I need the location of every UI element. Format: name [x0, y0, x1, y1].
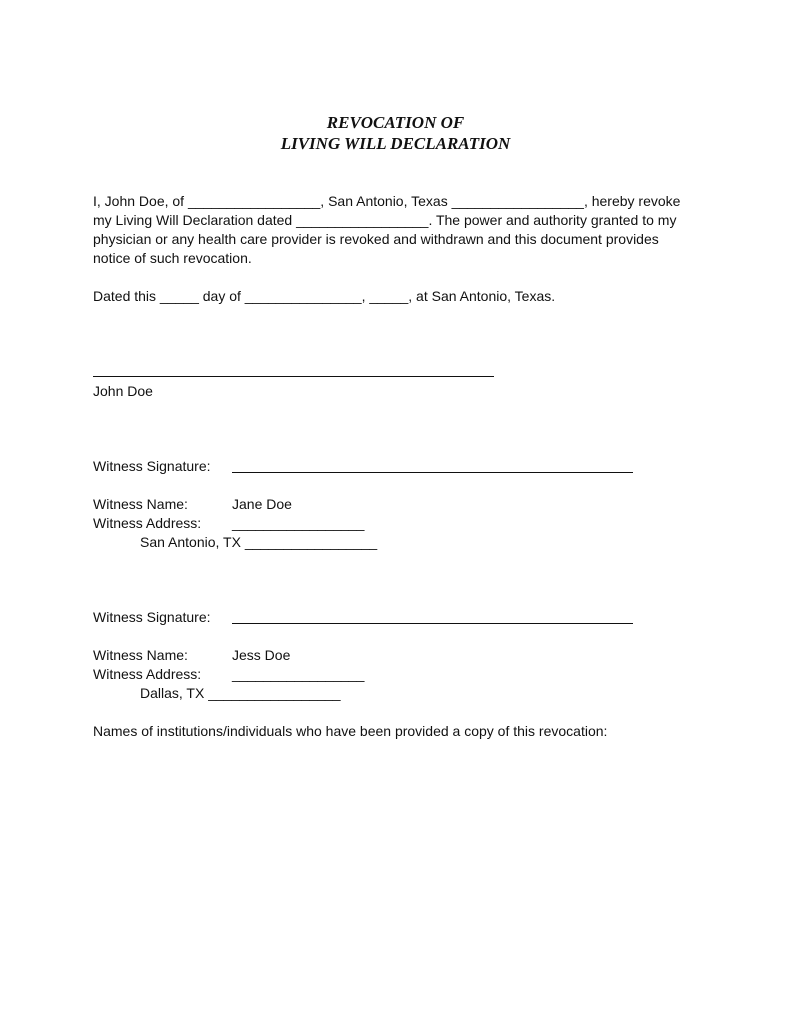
document-title-line1: REVOCATION OF: [326, 113, 465, 132]
witness1-address-blank: _________________: [232, 515, 365, 531]
declarant-name: John Doe: [93, 383, 153, 399]
revocation-paragraph: [93, 192, 693, 268]
paragraph-line: physician or any health care provider is revoked and withdrawn and this document provides: [93, 231, 659, 247]
witness2-name: Jess Doe: [232, 647, 291, 663]
witness2-address-blank: _________________: [232, 666, 365, 682]
document-title-line2: LIVING WILL DECLARATION: [280, 134, 511, 153]
witness2-signature-label: Witness Signature:: [93, 609, 211, 625]
witness1-city-line: San Antonio, TX _________________: [140, 534, 378, 550]
witness1-signature-line: [232, 472, 633, 473]
witness2-name-label: Witness Name:: [93, 647, 188, 663]
witness1-address-label: Witness Address:: [93, 515, 202, 531]
paragraph-line: notice of such revocation.: [93, 250, 252, 266]
dated-line: Dated this _____ day of _______________, _____, at San Antonio, Texas.: [93, 288, 556, 304]
copies-provided-line: Names of institutions/individuals who have been provided a copy of this revocation:: [93, 723, 608, 739]
witness2-city-line: Dallas, TX _________________: [140, 685, 341, 701]
witness1-signature-label: Witness Signature:: [93, 458, 211, 474]
witness2-signature-line: [232, 623, 633, 624]
declarant-signature-line: [93, 376, 494, 377]
witness2-address-label: Witness Address:: [93, 666, 202, 682]
paragraph-line: my Living Will Declaration dated _________________. The power and authority granted to my: [93, 212, 677, 228]
witness1-name: Jane Doe: [232, 496, 292, 512]
witness1-name-label: Witness Name:: [93, 496, 188, 512]
paragraph-line: I, John Doe, of _________________, San Antonio, Texas _________________, hereby revoke: [93, 193, 681, 209]
